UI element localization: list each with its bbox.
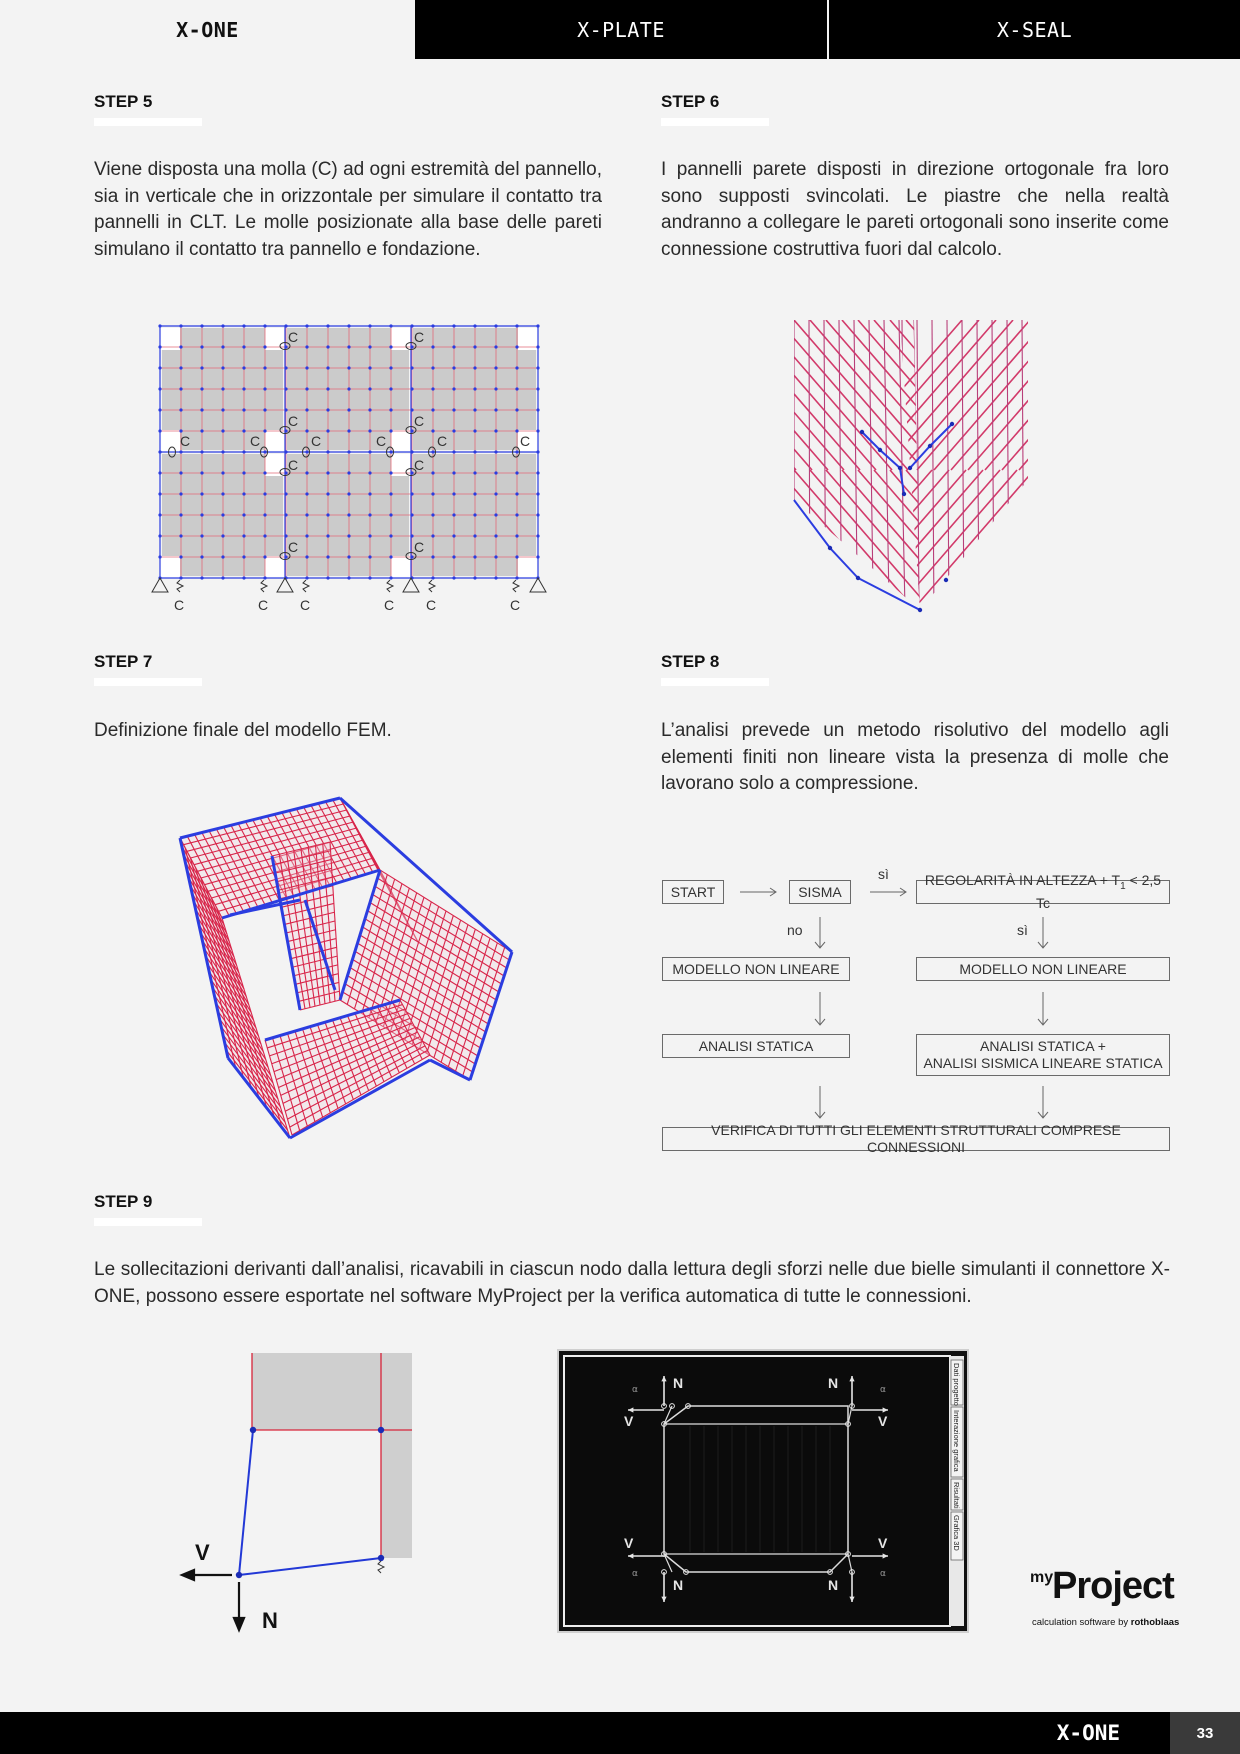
myproject-logo <box>1030 1565 1180 1635</box>
spring-label: C <box>414 539 425 555</box>
step5-spring-grid-figure <box>150 318 550 618</box>
force-label: V <box>878 1535 888 1551</box>
logo-project: Project <box>1052 1565 1174 1607</box>
spring-label: C <box>288 539 299 555</box>
step5-title: STEP 5 <box>94 92 153 111</box>
flow-analisi-right-line2: ANALISI SISMICA LINEARE STATICA <box>923 1055 1163 1071</box>
force-label: N <box>828 1577 839 1593</box>
flow-sisma: SISMA <box>789 880 851 904</box>
step5-underline <box>94 118 202 126</box>
step5-text: Viene disposta una molla (C) ad ogni estremità del pannello, sia in verticale che in orizzontale per simulare il contatto tra pannelli in CLT. Le molle posizionate alla base delle pareti simulano il contatto tra pannello e fondazione. <box>94 159 602 260</box>
force-label: N <box>828 1375 839 1391</box>
logo-subtitle: calculation software by rothoblaas <box>1032 1617 1180 1628</box>
software-tab: Interazione grafica <box>952 1410 961 1472</box>
detail-n-label: N <box>262 1608 278 1633</box>
flow-si-label-top: sì <box>878 866 889 882</box>
software-tab: Grafica 3D <box>952 1515 961 1551</box>
alpha-label: α <box>632 1385 638 1395</box>
step6-underline <box>661 118 769 126</box>
flow-start: START <box>662 880 724 904</box>
footer-title: X-ONE <box>1056 1721 1120 1745</box>
spring-label: C <box>376 433 387 449</box>
alpha-label: α <box>632 1569 638 1579</box>
step6-title: STEP 6 <box>661 92 720 111</box>
spring-label: C <box>311 433 322 449</box>
tab-x-one[interactable]: X-ONE <box>0 0 415 59</box>
spring-label: C <box>174 597 185 613</box>
force-label: N <box>673 1577 684 1593</box>
flow-verifica: VERIFICA DI TUTTI GLI ELEMENTI STRUTTURALI COMPRESE CONNESSIONI <box>662 1127 1170 1151</box>
top-tabs <box>0 0 1240 59</box>
page-number: 33 <box>1170 1712 1240 1754</box>
force-label: V <box>624 1535 634 1551</box>
connector-detail-figure <box>170 1348 420 1638</box>
step6-text: I pannelli parete disposti in direzione ortogonale fra loro sono supposti svincolati. Le piastre che nella realtà andranno a collegare le pareti ortogonali sono inserite come connessione costruttiva fuori dal calcolo. <box>661 159 1169 260</box>
step7-title: STEP 7 <box>94 652 153 671</box>
flow-modello-right: MODELLO NON LINEARE <box>916 957 1170 981</box>
step9-text: Le sollecitazioni derivanti dall’analisi, ricavabili in ciascun nodo dalla lettura degli sforzi nelle due bielle simulanti il connettore X-ONE, possono essere esportate nel software MyProject per la verifica automatica di tutte le connessioni. <box>94 1259 1170 1307</box>
step9-title: STEP 9 <box>94 1192 153 1211</box>
software-tab: Dati progetto <box>952 1363 961 1406</box>
tab-x-plate[interactable]: X-PLATE <box>415 0 827 59</box>
spring-label: C <box>258 597 269 613</box>
force-label: V <box>624 1413 634 1429</box>
spring-label: C <box>288 329 299 345</box>
flow-modello-left: MODELLO NON LINEARE <box>662 957 850 981</box>
spring-label: C <box>288 413 299 429</box>
force-label: V <box>878 1413 888 1429</box>
step6-orthogonal-walls-figure <box>790 318 1030 618</box>
flow-arrows <box>660 860 1180 1130</box>
spring-label: C <box>510 597 521 613</box>
spring-label: C <box>414 329 425 345</box>
software-tab: Risultati <box>952 1482 961 1509</box>
step7-fem-model-figure <box>170 790 530 1145</box>
step7-underline <box>94 678 202 686</box>
spring-label: C <box>437 433 448 449</box>
flow-regolarita: REGOLARITÀ IN ALTEZZA + $T_1 < 2,5$ Tc <box>916 880 1170 904</box>
spring-label: C <box>426 597 437 613</box>
flow-no-label: no <box>787 922 803 938</box>
spring-label: C <box>180 433 191 449</box>
spring-label: C <box>414 413 425 429</box>
detail-v-label: V <box>195 1540 210 1565</box>
spring-label: C <box>384 597 395 613</box>
step8-text: L’analisi prevede un metodo risolutivo del modello agli elementi finiti non lineare vista la presenza di molle che lavorano solo a compressione. <box>661 720 1169 794</box>
page-footer <box>0 1712 1240 1754</box>
spring-label: C <box>250 433 261 449</box>
step9-underline <box>94 1218 202 1226</box>
step8-underline <box>661 678 769 686</box>
alpha-label: α <box>880 1385 886 1395</box>
spring-label: C <box>520 433 531 449</box>
flow-analisi-left: ANALISI STATICA <box>662 1034 850 1058</box>
tab-x-seal[interactable]: X-SEAL <box>829 0 1240 59</box>
logo-my: my <box>1030 1569 1054 1586</box>
flow-analisi-right-line1: ANALISI STATICA + <box>980 1038 1106 1054</box>
spring-label: C <box>300 597 311 613</box>
alpha-label: α <box>880 1569 886 1579</box>
flow-si-label-right: sì <box>1017 922 1028 938</box>
myproject-screenshot-figure <box>556 1348 970 1634</box>
spring-label: C <box>288 457 299 473</box>
step7-text: Definizione finale del modello FEM. <box>94 720 392 741</box>
force-label: N <box>673 1375 684 1391</box>
step8-title: STEP 8 <box>661 652 720 671</box>
spring-label: C <box>414 457 425 473</box>
